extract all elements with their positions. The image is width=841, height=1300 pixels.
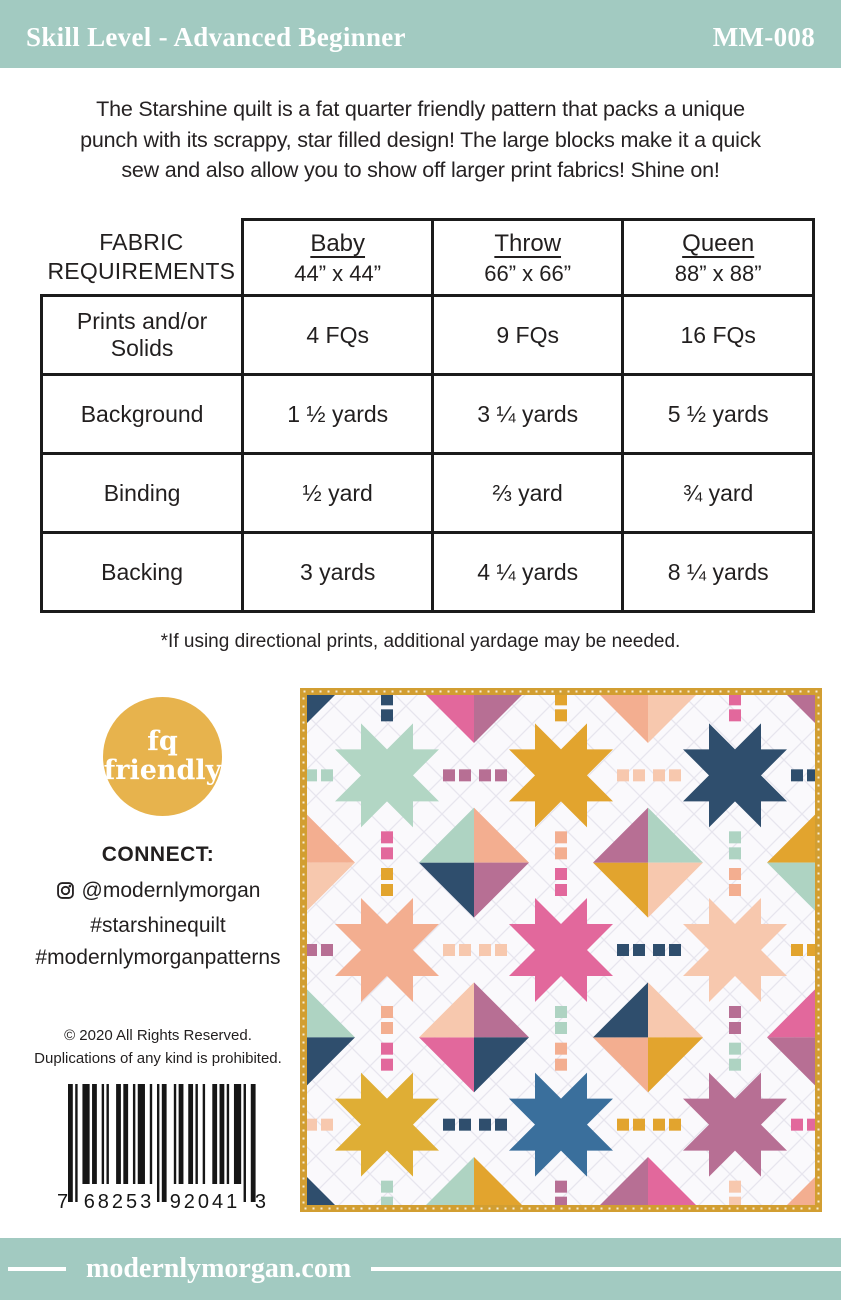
row-label: Binding (42, 454, 243, 533)
table-cell: ½ yard (243, 454, 433, 533)
table-row (42, 375, 814, 454)
table-footnote: *If using directional prints, additional yardage may be needed. (160, 631, 681, 652)
copyright-notice (24, 1024, 292, 1071)
bottom-banner (0, 1238, 841, 1300)
table-cell: 3 ¼ yards (433, 375, 623, 454)
quilt-photo (300, 688, 822, 1212)
row-label: Background (42, 375, 243, 454)
barcode-digit-left: 7 (57, 1191, 72, 1213)
table-cell: 8 ¼ yards (623, 533, 814, 612)
description-line: sew and also allow you to show off larger print fabrics! Shine on! (121, 158, 720, 183)
website-url: modernlymorgan.com (86, 1253, 352, 1284)
table-cell: ⅔ yard (433, 454, 623, 533)
table-cell: 3 yards (243, 533, 433, 612)
fabric-requirements-table (40, 218, 815, 613)
fabric-col-header-throw (433, 220, 623, 296)
size-name: Baby (310, 230, 366, 257)
table-cell: 9 FQs (433, 296, 623, 375)
fq-friendly-badge (103, 697, 222, 816)
description-line: punch with its scrappy, star filled design! The large blocks make it a quick (80, 127, 761, 152)
table-cell: 16 FQs (623, 296, 814, 375)
table-cell: ¾ yard (623, 454, 814, 533)
connect-heading: CONNECT: (101, 843, 215, 866)
size-name: Queen (682, 230, 755, 257)
table-row (42, 296, 814, 375)
barcode-digits-group1: 68253 (83, 1191, 155, 1213)
copyright-line1: © 2020 All Rights Reserved. (64, 1027, 252, 1044)
copyright-line2: Duplications of any kind is prohibited. (34, 1050, 282, 1068)
pattern-code: MM-008 (712, 21, 815, 52)
table-row (42, 454, 814, 533)
size-name: Throw (494, 230, 562, 257)
barcode-digits-group2: 92041 (169, 1191, 241, 1213)
badge-line1: fq (147, 726, 178, 758)
instagram-icon (56, 878, 75, 910)
size-dimensions: 66” x 66” (484, 261, 572, 286)
instagram-handle: @modernlymorgan (81, 879, 261, 902)
barcode-digit-right: 3 (254, 1191, 269, 1213)
top-banner (0, 0, 841, 68)
row-label: Prints and/or Solids (42, 296, 243, 375)
table-cell: 4 FQs (243, 296, 433, 375)
fabric-col-header-baby (243, 220, 433, 296)
upc-barcode (55, 1084, 271, 1214)
table-cell: 1 ½ yards (243, 375, 433, 454)
footer-rule-left (8, 1267, 66, 1271)
description-line: The Starshine quilt is a fat quarter friendly pattern that packs a unique (96, 97, 745, 121)
hashtag-starshinequilt: #starshinequilt (90, 913, 226, 937)
skill-level-label: Skill Level - Advanced Beginner (26, 21, 406, 52)
fabric-table-title: FABRIC REQUIREMENTS (42, 220, 243, 296)
table-cell: 4 ¼ yards (433, 533, 623, 612)
pattern-description (30, 94, 811, 186)
row-label: Backing (42, 533, 243, 612)
table-row (42, 533, 814, 612)
badge-line2: friendly (103, 754, 222, 786)
instagram-line (24, 875, 292, 910)
hashtag-modernlymorganpatterns: #modernlymorganpatterns (35, 945, 281, 969)
size-dimensions: 44” x 44” (294, 261, 382, 286)
fabric-col-header-queen (623, 220, 814, 296)
size-dimensions: 88” x 88” (674, 261, 762, 286)
footer-rule-right (371, 1267, 841, 1271)
table-cell: 5 ½ yards (623, 375, 814, 454)
connect-section (24, 843, 292, 974)
